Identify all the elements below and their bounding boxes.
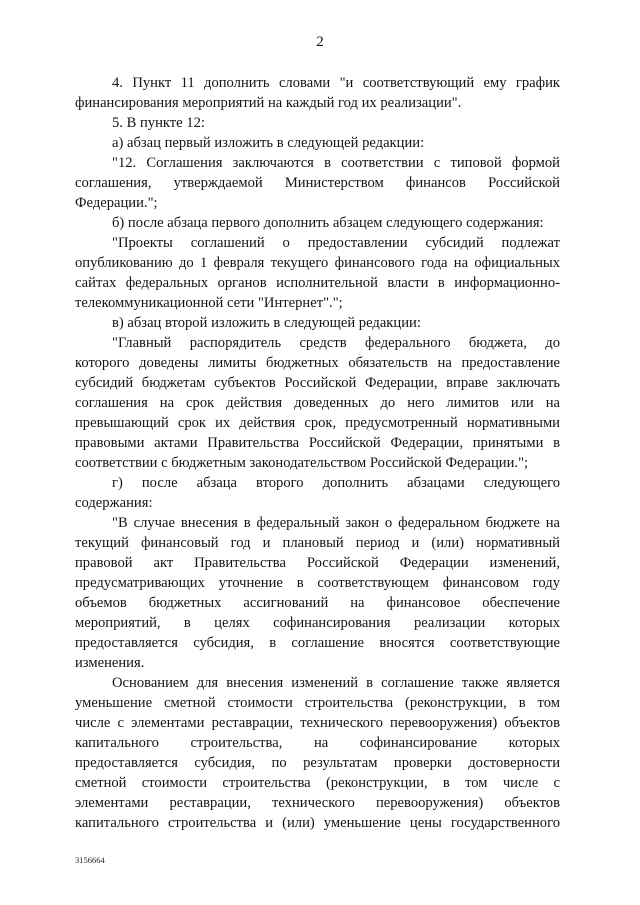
text-line: субсидий бюджетам субъектов Российской Федерации, вправе заключать	[75, 375, 560, 391]
text-line: опубликованию до 1 февраля текущего финансового года на официальных	[75, 255, 560, 271]
text-line: числе с элементами реставрации, технического перевооружения) объектов	[75, 715, 560, 731]
text-line: уменьшение сметной стоимости строительства (реконструкции, в том	[75, 695, 560, 711]
text-line: текущий финансовый год и плановый период и (или) нормативный	[75, 535, 560, 551]
text-line: телекоммуникационной сети "Интернет".";	[75, 295, 343, 311]
text-line: превышающий срок их действия срок, предусмотренный нормативными	[75, 415, 560, 431]
text-line: г) после абзаца второго дополнить абзацами следующего	[112, 475, 560, 491]
text-line: соглашения, утверждаемой Министерством финансов Российской	[75, 175, 560, 191]
text-line: "Проекты соглашений о предоставлении субсидий подлежат	[112, 235, 560, 251]
text-line: "Главный распорядитель средств федерального бюджета, до	[112, 335, 560, 351]
text-line: б) после абзаца первого дополнить абзацем следующего содержания:	[112, 215, 544, 231]
document-id: 3156664	[75, 855, 105, 865]
text-line: соответствии с бюджетным законодательством Российской Федерации.";	[75, 455, 529, 471]
text-line: финансирования мероприятий на каждый год их реализации".	[75, 95, 462, 111]
text-line: а) абзац первый изложить в следующей редакции:	[112, 135, 425, 151]
text-line: 5. В пункте 12:	[112, 115, 205, 131]
text-line: содержания:	[75, 495, 153, 511]
text-line: капитального строительства, на софинансирование которых	[75, 735, 560, 751]
text-line: элементами реставрации, технического перевооружения) объектов	[75, 795, 560, 811]
text-line: сметной стоимости строительства (реконструкции, в том числе с	[75, 775, 560, 791]
text-line: предоставляется субсидия, в соглашение вносятся соответствующие	[75, 635, 560, 651]
text-line: которого доведены лимиты бюджетных обязательств на предоставление	[75, 355, 560, 371]
text-line: капитального строительства и (или) уменьшение цены государственного	[75, 815, 560, 831]
text-line: объемов бюджетных ассигнований на финансовое обеспечение	[75, 595, 560, 611]
text-line: Основанием для внесения изменений в соглашение также является	[112, 675, 560, 691]
text-line: изменения.	[75, 655, 145, 671]
text-line: в) абзац второй изложить в следующей редакции:	[112, 315, 421, 331]
text-line: соглашения на срок действия доведенных до него лимитов или на	[75, 395, 560, 411]
text-line: "В случае внесения в федеральный закон о федеральном бюджете на	[112, 515, 560, 531]
text-line: 4. Пункт 11 дополнить словами "и соответствующий ему график	[112, 75, 560, 91]
text-line: правовыми актами Правительства Российской Федерации, принятыми в	[75, 435, 560, 451]
text-line: предоставляется субсидия, по результатам проверки достоверности	[75, 755, 560, 771]
page-number: 2	[316, 34, 324, 50]
text-line: Федерации.";	[75, 195, 158, 211]
text-line: мероприятий, в целях софинансирования реализации которых	[75, 615, 560, 631]
text-line: сайтах федеральных органов исполнительной власти в информационно-	[75, 275, 560, 291]
text-line: "12. Соглашения заключаются в соответствии с типовой формой	[112, 155, 560, 171]
text-line: правовой акт Правительства Российской Федерации изменений,	[75, 555, 560, 571]
text-line: предусматривающих уточнение в соответствующем финансовом году	[75, 575, 560, 591]
